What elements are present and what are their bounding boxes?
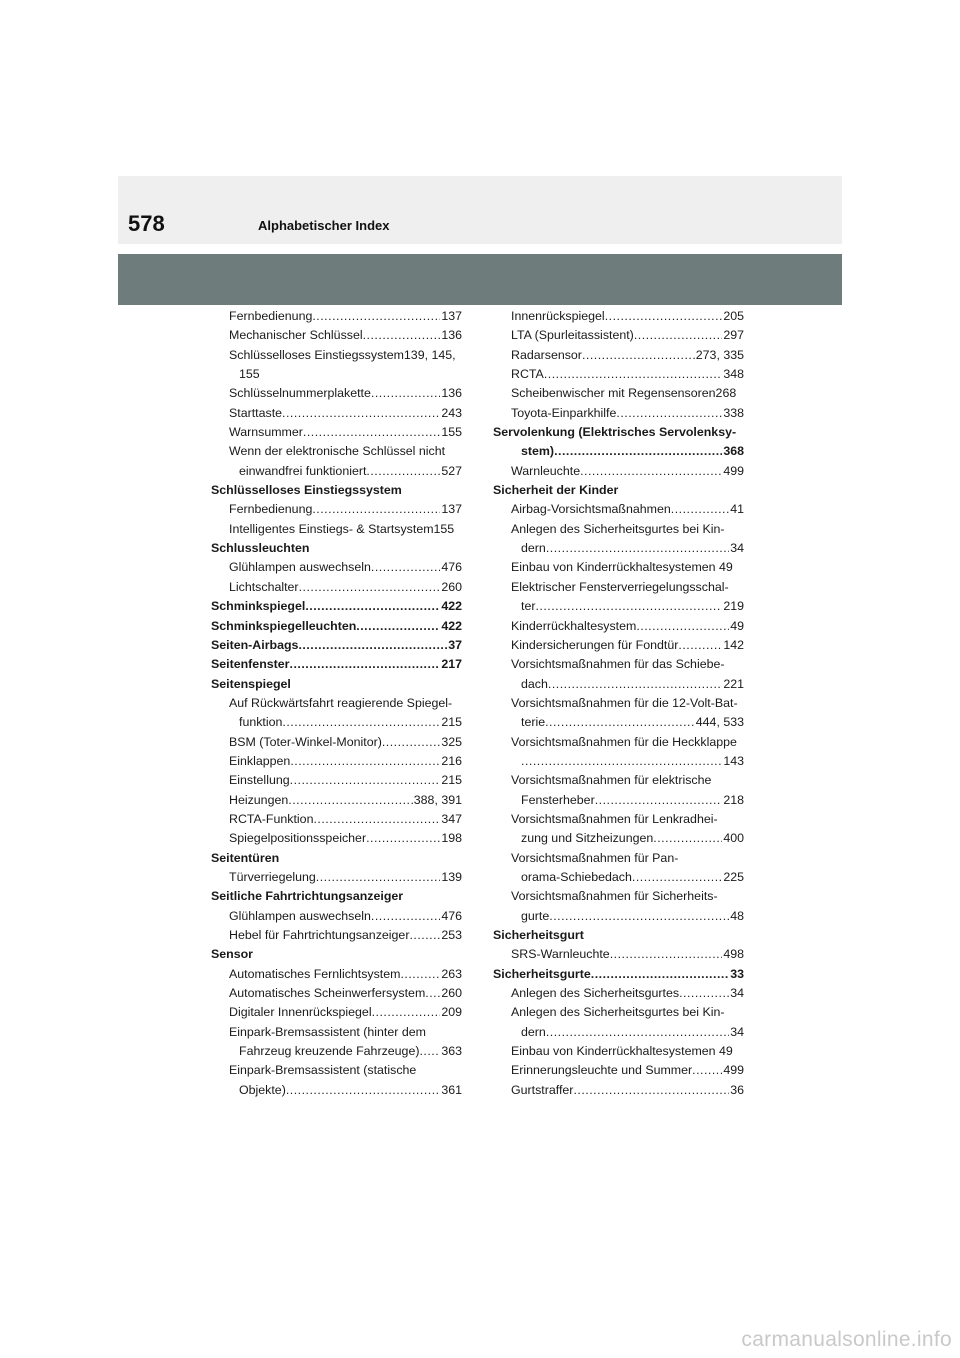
index-entry [493, 617, 744, 636]
dot-leader [290, 655, 441, 674]
entry-text: Schminkspiegelleuchten [211, 618, 357, 633]
dot-leader [616, 404, 722, 423]
page-reference: 422 [441, 599, 462, 614]
dot-leader [591, 965, 729, 984]
dot-leader [605, 307, 723, 326]
entry-text: Objekte) [239, 1082, 286, 1097]
index-entry [493, 1023, 744, 1042]
index-entry [493, 346, 744, 365]
entry-text: Automatisches Scheinwerfersystem [229, 986, 426, 1001]
entry-text: Schlüsselloses Einstiegssystem139, 145, [229, 347, 456, 362]
entry-text: Elektrischer Fensterverriegelungsschal- [511, 579, 729, 594]
index-heading [211, 597, 462, 616]
entry-text: BSM (Toter-Winkel-Monitor) [229, 734, 382, 749]
entry-text: einwandfrei funktioniert [239, 463, 367, 478]
dot-leader [286, 1081, 440, 1100]
index-entry [493, 365, 744, 384]
entry-text: Vorsichtsmaßnahmen für das Schiebe- [511, 657, 725, 672]
page-reference: 215 [441, 773, 462, 788]
dot-leader [573, 1081, 729, 1100]
index-entry [211, 1003, 462, 1022]
index-entry [493, 733, 744, 752]
entry-text: Vorsichtsmaßnahmen für die Heckklappe [511, 734, 737, 749]
index-column-right [493, 307, 744, 1100]
dot-leader [363, 326, 441, 345]
dot-leader [692, 1061, 722, 1080]
dot-leader [632, 868, 722, 887]
page-reference: 368 [723, 444, 744, 459]
page-reference: 347 [441, 811, 462, 826]
page-reference: 143 [723, 753, 744, 768]
index-heading [211, 945, 462, 964]
index-entry [493, 500, 744, 519]
entry-text: Warnsummer [229, 425, 303, 440]
dot-leader [288, 791, 413, 810]
dot-leader [316, 868, 441, 887]
entry-text: zung und Sitzheizungen [521, 831, 654, 846]
entry-text: Vorsichtsmaßnahmen für Sicherheits- [511, 889, 718, 904]
entry-text: LTA (Spurleitassistent) [511, 328, 634, 343]
entry-text: Sensor [211, 947, 254, 962]
index-heading [211, 887, 462, 906]
dot-leader [636, 617, 729, 636]
dot-leader [282, 404, 440, 423]
page-reference: 263 [441, 966, 462, 981]
index-entry [493, 945, 744, 964]
dot-leader [679, 984, 729, 1003]
index-entry [211, 423, 462, 442]
page-reference: 215 [441, 715, 462, 730]
page-reference: 41 [730, 502, 744, 517]
dot-leader [610, 945, 723, 964]
page-reference: 221 [723, 676, 744, 691]
entry-text: Erinnerungsleuchte und Summer [511, 1063, 693, 1078]
entry-text: Einbau von Kinderrückhaltesystemen 49 [511, 1044, 733, 1059]
dot-leader [544, 365, 723, 384]
dot-leader [366, 462, 440, 481]
entry-text: Seitliche Fahrtrichtungsanzeiger [211, 889, 404, 904]
entry-text: Vorsichtsmaßnahmen für elektrische [511, 773, 712, 788]
page-reference: 136 [441, 386, 462, 401]
dot-leader [419, 1042, 440, 1061]
index-heading [211, 539, 462, 558]
dot-leader [290, 752, 440, 771]
page-reference: 137 [441, 502, 462, 517]
index-entry [211, 984, 462, 1003]
index-entry [211, 965, 462, 984]
page-reference: 139 [441, 869, 462, 884]
index-entry [211, 578, 462, 597]
entry-text: Fernbedienung [229, 309, 313, 323]
entry-text: dern [521, 541, 546, 556]
index-heading [211, 636, 462, 655]
entry-text: Anlegen des Sicherheitsgurtes bei Kin- [511, 1005, 725, 1020]
index-entry [211, 346, 462, 365]
dot-leader [549, 907, 729, 926]
entry-text: RCTA [511, 367, 544, 382]
page-reference: 37 [448, 637, 462, 652]
index-entry [493, 868, 744, 887]
index-entry [493, 1081, 744, 1100]
index-heading [211, 849, 462, 868]
entry-text: 155 [239, 367, 260, 382]
entry-text: Scheibenwischer mit Regensensoren268 [511, 386, 737, 401]
index-entry [493, 771, 744, 790]
entry-text: Einklappen [229, 753, 291, 768]
dot-leader [548, 675, 722, 694]
dot-leader [299, 578, 441, 597]
index-entry [493, 404, 744, 423]
index-entry [493, 558, 744, 577]
entry-text: stem) [521, 444, 555, 459]
entry-text: Digitaler Innenrückspiegel [229, 1005, 372, 1020]
dot-leader [305, 597, 440, 616]
index-entry [493, 675, 744, 694]
index-entry [211, 365, 462, 384]
page-reference: 198 [441, 831, 462, 846]
index-entry [493, 849, 744, 868]
entry-text: Anlegen des Sicherheitsgurtes [511, 986, 680, 1001]
index-heading [211, 617, 462, 636]
entry-text: dern [521, 1024, 546, 1039]
page-reference: 363 [441, 1044, 462, 1059]
entry-text: Seiten-Airbags [211, 637, 299, 652]
index-entry [493, 326, 744, 345]
entry-text: ter [521, 599, 536, 614]
index-entry [211, 694, 462, 713]
index-column-left [211, 307, 462, 1100]
index-entry [211, 733, 462, 752]
page-reference: 34 [730, 541, 744, 556]
page-reference: 260 [441, 986, 462, 1001]
page-reference: 209 [441, 1005, 462, 1020]
page-reference: 243 [441, 405, 462, 420]
page-reference: 338 [723, 405, 744, 420]
header-band [118, 176, 842, 244]
dot-leader [303, 423, 440, 442]
index-entry [211, 462, 462, 481]
entry-text: Einpark-Bremsassistent (hinter dem [229, 1024, 426, 1039]
entry-text: Schlussleuchten [211, 541, 310, 556]
index-entry [211, 500, 462, 519]
page-reference: 400 [723, 831, 744, 846]
index-entry [211, 1081, 462, 1100]
dot-leader [400, 965, 440, 984]
index-entry [493, 810, 744, 829]
index-heading [211, 675, 462, 694]
page-reference: 34 [730, 986, 744, 1001]
entry-text: Servolenkung (Elektrisches Servolenksy- [493, 425, 737, 440]
page-number: 578 [128, 211, 165, 236]
index-heading [493, 965, 744, 984]
dot-leader [409, 926, 440, 945]
dot-leader [372, 1003, 441, 1022]
index-entry [493, 578, 744, 597]
dot-leader [554, 442, 722, 461]
index-entry [211, 791, 462, 810]
dot-leader [371, 558, 440, 577]
entry-text: Gurtstraffer [511, 1082, 574, 1097]
index-entry [493, 887, 744, 906]
index-entry [211, 326, 462, 345]
index-entry [211, 810, 462, 829]
dot-leader [671, 500, 729, 519]
dot-leader [282, 713, 440, 732]
index-entry [493, 907, 744, 926]
page-reference: 33 [730, 966, 744, 981]
entry-text: Fernbedienung [229, 502, 313, 517]
index-heading [211, 481, 462, 500]
dot-leader [312, 307, 440, 326]
page-reference: 142 [723, 637, 744, 652]
page-reference: 348 [723, 367, 744, 382]
page-reference: 260 [441, 579, 462, 594]
page-reference: 253 [441, 928, 462, 942]
entry-text: Kindersicherungen für Fondtür [511, 637, 679, 652]
dot-leader [634, 326, 723, 345]
index-heading [211, 655, 462, 674]
entry-text: funktion [239, 715, 283, 730]
entry-text: dach [521, 676, 548, 691]
index-entry [211, 520, 462, 539]
page-reference: 297 [723, 328, 744, 343]
dot-leader [535, 597, 722, 616]
index-entry [211, 442, 462, 461]
page-reference: 527 [441, 463, 462, 478]
entry-text: Wenn der elektronische Schlüssel nicht [229, 444, 446, 459]
page-reference: 36 [730, 1082, 744, 1097]
index-entry [211, 404, 462, 423]
index-entry [211, 558, 462, 577]
entry-text: Schlüsselloses Einstiegssystem [211, 483, 402, 498]
dot-leader [653, 829, 722, 848]
entry-text: Seitenfenster [211, 657, 290, 672]
index-entry [211, 1061, 462, 1080]
index-entry [211, 752, 462, 771]
index-entry [211, 907, 462, 926]
index-entry [493, 655, 744, 674]
dot-leader [580, 462, 722, 481]
index-entry [493, 597, 744, 616]
entry-text: Kinderrückhaltesystem [511, 618, 637, 633]
dot-leader [366, 829, 440, 848]
page-reference: 273, 335 [695, 347, 744, 362]
page-reference: 218 [723, 792, 744, 807]
dot-leader [546, 1023, 729, 1042]
page-reference: 217 [441, 657, 462, 672]
index-entry [493, 791, 744, 810]
entry-text: Airbag-Vorsichtsmaßnahmen [511, 502, 671, 517]
entry-text: Türverriegelung [229, 869, 316, 884]
entry-text: Mechanischer Schlüssel [229, 328, 363, 343]
page-reference: 137 [441, 309, 462, 323]
entry-text: Anlegen des Sicherheitsgurtes bei Kin- [511, 521, 725, 536]
index-entry [493, 636, 744, 655]
entry-text: Schminkspiegel [211, 599, 306, 614]
entry-text: Innenrückspiegel [511, 309, 605, 323]
page-reference: 444, 533 [695, 715, 744, 730]
dot-leader [382, 733, 440, 752]
index-entry [493, 539, 744, 558]
entry-text: Schlüsselnummerplakette [229, 386, 371, 401]
index-entry [211, 1042, 462, 1061]
index-entry [493, 462, 744, 481]
watermark: carmanualsonline.info [741, 1328, 952, 1351]
entry-text: SRS-Warnleuchte [511, 947, 610, 962]
index-entry [493, 829, 744, 848]
page-reference: 136 [441, 328, 462, 343]
index-entry [493, 307, 744, 326]
dot-leader [371, 384, 440, 403]
entry-text: Fensterheber [521, 792, 595, 807]
index-entry [211, 771, 462, 790]
entry-text: Sicherheitsgurte [493, 966, 591, 981]
index-entry [493, 984, 744, 1003]
entry-text: Sicherheitsgurt [493, 928, 584, 942]
entry-text: Radarsensor [511, 347, 582, 362]
entry-text: Toyota-Einparkhilfe [511, 405, 617, 420]
dot-leader [313, 810, 440, 829]
dot-leader [521, 752, 722, 771]
entry-text: Sicherheit der Kinder [493, 483, 619, 498]
page-reference: 48 [730, 908, 744, 923]
dot-leader [546, 539, 729, 558]
entry-text: Einbau von Kinderrückhaltesystemen 49 [511, 560, 733, 575]
page-reference: 476 [441, 560, 462, 575]
index-entry [493, 713, 744, 732]
index-entry [493, 694, 744, 713]
entry-text: Fahrzeug kreuzende Fahrzeuge) [239, 1044, 420, 1059]
page-reference: 361 [441, 1082, 462, 1097]
dot-leader [595, 791, 723, 810]
entry-text: Seitenspiegel [211, 676, 291, 691]
page-reference: 205 [723, 309, 744, 323]
index-heading [493, 423, 744, 442]
entry-text: Vorsichtsmaßnahmen für Pan- [511, 850, 679, 865]
page-reference: 499 [723, 1063, 744, 1078]
entry-text: Automatisches Fernlichtsystem [229, 966, 401, 981]
index-entry [493, 752, 744, 771]
index-entry [211, 1023, 462, 1042]
entry-text: Spiegelpositionsspeicher [229, 831, 367, 846]
entry-text: terie [521, 715, 546, 730]
index-entry [211, 307, 462, 326]
index-entry [211, 926, 462, 945]
index-entry [493, 520, 744, 539]
section-color-band [118, 254, 842, 305]
page-reference: 499 [723, 463, 744, 478]
entry-text: Starttaste [229, 405, 283, 420]
entry-text: gurte [521, 908, 550, 923]
index-entry [211, 713, 462, 732]
index-entry [493, 384, 744, 403]
dot-leader [545, 713, 695, 732]
dot-leader [312, 500, 440, 519]
entry-text: Warnleuchte [511, 463, 581, 478]
index-heading [493, 926, 744, 945]
entry-text: Vorsichtsmaßnahmen für Lenkradhei- [511, 811, 718, 826]
entry-text: orama-Schiebedach [521, 869, 632, 884]
page-reference: 476 [441, 908, 462, 923]
index-entry [211, 868, 462, 887]
page-reference: 34 [730, 1024, 744, 1039]
page-reference: 422 [441, 618, 462, 633]
dot-leader [290, 771, 441, 790]
dot-leader [356, 617, 440, 636]
entry-text: Vorsichtsmaßnahmen für die 12-Volt-Bat- [511, 695, 738, 710]
page-reference: 49 [730, 618, 744, 633]
dot-leader [582, 346, 695, 365]
entry-text: Heizungen [229, 792, 289, 807]
entry-text: Intelligentes Einstiegs- & Startsystem155 [229, 521, 455, 536]
index-entry [493, 442, 744, 461]
index-entry [493, 1042, 744, 1061]
index-entry [493, 1003, 744, 1022]
page-reference: 155 [441, 425, 462, 440]
page-reference: 388, 391 [413, 792, 462, 807]
dot-leader [298, 636, 447, 655]
dot-leader [678, 636, 722, 655]
index-entry [211, 384, 462, 403]
index-entry [211, 829, 462, 848]
index-entry [493, 1061, 744, 1080]
entry-text: Einpark-Bremsassistent (statische [229, 1063, 417, 1078]
page-reference: 498 [723, 947, 744, 962]
entry-text: Hebel für Fahrtrichtungsanzeiger [229, 928, 410, 942]
page-reference: 325 [441, 734, 462, 749]
dot-leader [425, 984, 440, 1003]
entry-text: Glühlampen auswechseln [229, 560, 371, 575]
section-title: Alphabetischer Index [258, 218, 390, 233]
page-reference: 225 [723, 869, 744, 884]
dot-leader [371, 907, 440, 926]
page-reference: 216 [441, 753, 462, 768]
index-heading [493, 481, 744, 500]
entry-text: Seitentüren [211, 850, 280, 865]
entry-text: RCTA-Funktion [229, 811, 314, 826]
entry-text: Glühlampen auswechseln [229, 908, 371, 923]
page-reference: 219 [723, 599, 744, 614]
entry-text: Auf Rückwärtsfahrt reagierende Spiegel- [229, 695, 453, 710]
entry-text: Einstellung [229, 773, 290, 788]
entry-text: Lichtschalter [229, 579, 299, 594]
